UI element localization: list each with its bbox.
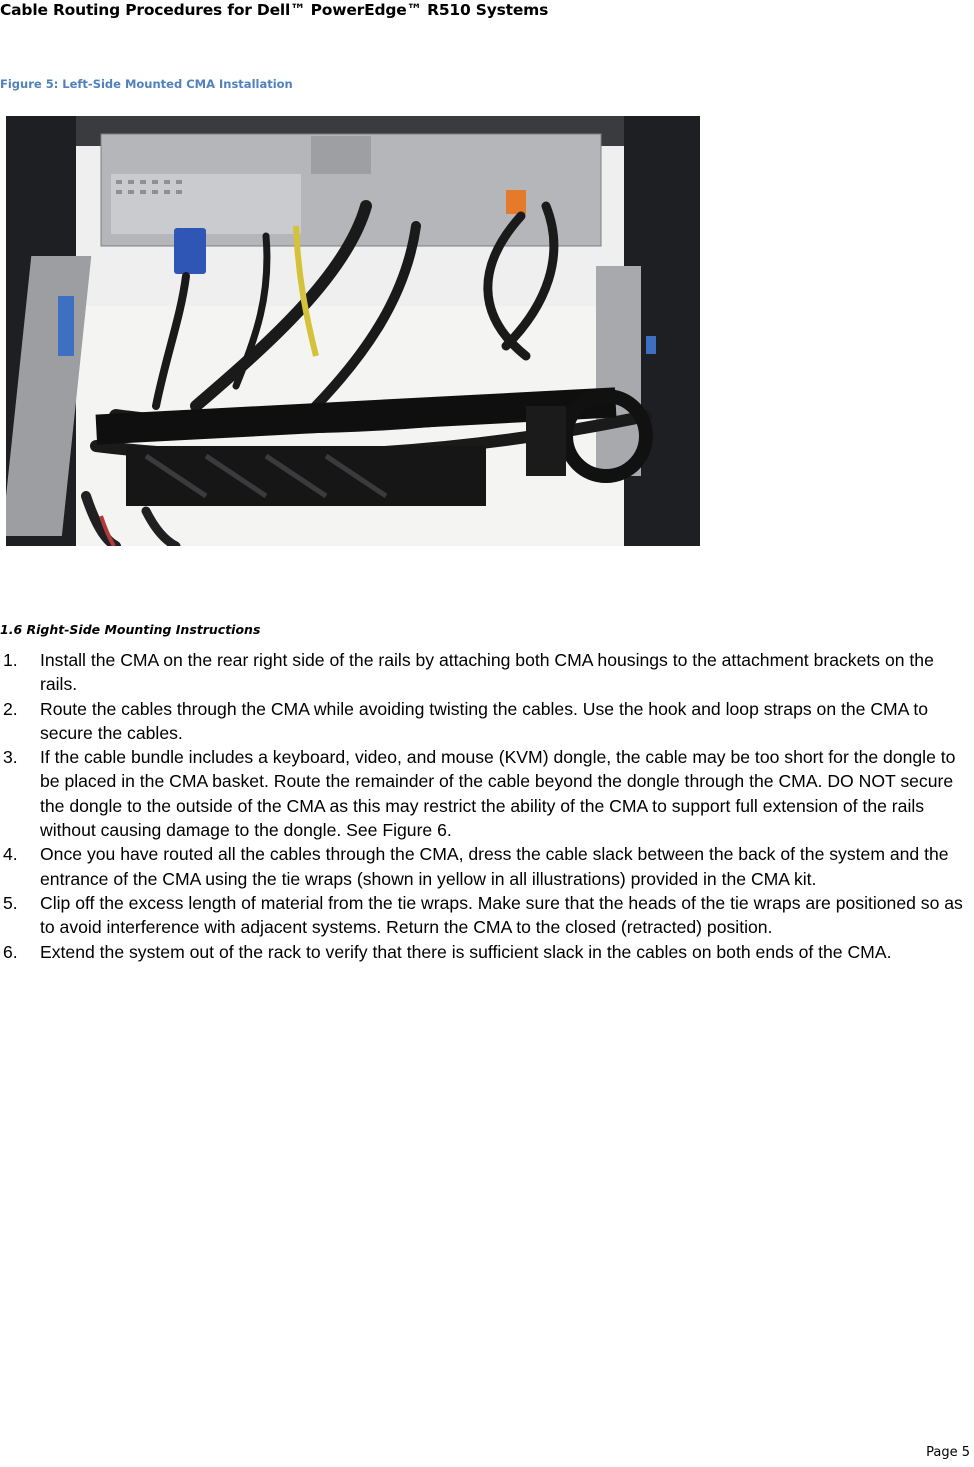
instruction-step	[0, 648, 972, 697]
step-number: 4.	[3, 844, 18, 865]
step-number: 1.	[3, 650, 18, 670]
step-number: 3.	[3, 747, 18, 768]
instruction-list	[0, 648, 972, 964]
step-text: If the cable bundle includes a keyboard, video, and mouse (KVM) dongle, the cable may be too short for the dongle to be placed in the CMA basket. Route the remainder of the cable beyond the dongle through the CMA. DO NOT secure the dongle to the outside of the CMA as this may restrict the ability of the CMA to support full extension of the rails without causing damage to the dongle. See Figure 6.	[40, 747, 956, 841]
step-text: Install the CMA on the rear right side of the rails by attaching both CMA housings to the attachment brackets on the rails.	[40, 650, 934, 695]
step-number: 5.	[3, 892, 18, 913]
step-text: Once you have routed all the cables through the CMA, dress the cable slack between the back of the system and the entrance of the CMA using the tie wraps (shown in yellow in all illustrations) provided in the CMA kit.	[40, 844, 949, 889]
document-header: Cable Routing Procedures for Dell™ PowerEdge™ R510 Systems	[0, 1, 549, 19]
step-text: Route the cables through the CMA while avoiding twisting the cables. Use the hook and loop straps on the CMA to secure the cables.	[40, 698, 929, 743]
step-number: 6.	[3, 941, 18, 962]
figure-caption: Figure 5: Left-Side Mounted CMA Installation	[0, 77, 293, 91]
cma-installation-photo	[6, 116, 700, 546]
step-text: Clip off the excess length of material from the tie wraps. Make sure that the heads of the tie wraps are positioned so as to avoid interference with adjacent systems. Return the CMA to the closed (retracted) position.	[40, 892, 963, 938]
instruction-step	[0, 940, 972, 964]
page-number: Page 5	[926, 1445, 970, 1460]
instruction-step	[0, 842, 972, 891]
instruction-step	[0, 891, 972, 940]
step-text: Extend the system out of the rack to verify that there is sufficient slack in the cables on both ends of the CMA.	[40, 941, 892, 962]
section-title: 1.6 Right-Side Mounting Instructions	[0, 622, 261, 637]
instruction-step	[0, 745, 972, 842]
instruction-step	[0, 697, 972, 746]
step-number: 2.	[3, 698, 18, 719]
